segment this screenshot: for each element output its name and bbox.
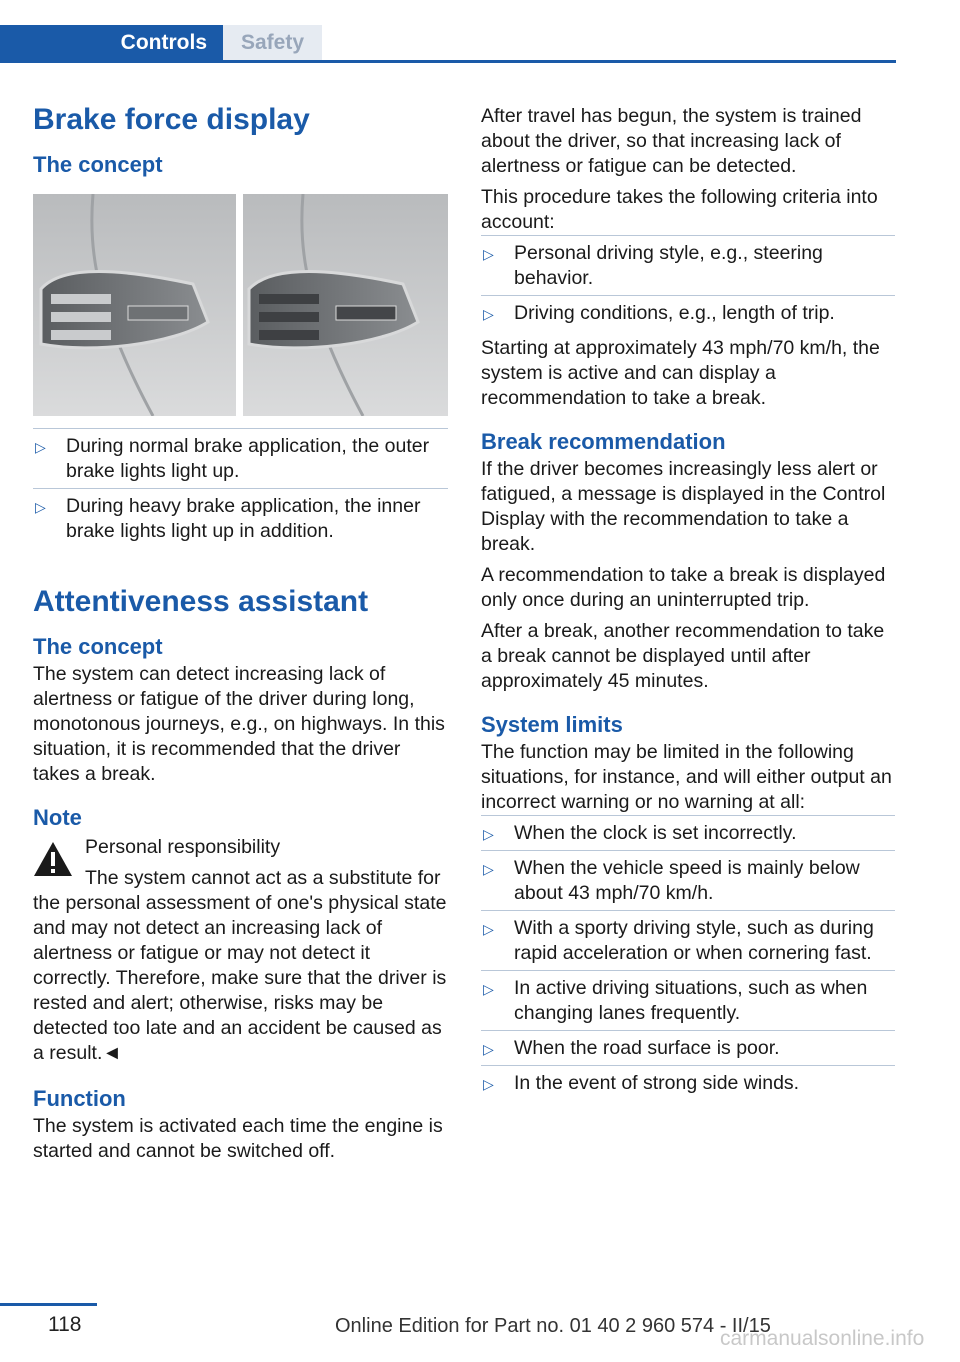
warning-triangle-icon [33,841,73,877]
limits-text: The function may be limited in the following situations, for instance, and will either output an incorrect warning or no warning at all: [481,741,892,813]
section-title-attentiveness: Attentiveness assistant [33,585,369,618]
break-text-1: If the driver becomes increasingly less alert or fatigued, a message is displayed in the Control Display with the recommendation to take a break. [481,458,886,555]
heading-system-limits: System limits [481,712,623,737]
list-item: ▷ When the clock is set incorrectly. [481,815,895,850]
list-item: ▷ Driving conditions, e.g., length of trip. [481,295,895,330]
triangle-bullet-icon: ▷ [483,981,494,997]
tail-lights-illustration [33,194,448,416]
intro-text-1: After travel has begun, the system is trained about the driver, so that increasing lack of alertness or fatigue can be detected. [481,105,862,177]
header-tabs [0,25,896,63]
heading-function: Function [33,1086,126,1111]
list-item: ▷ During heavy brake application, the inner brake lights light up in addition. [33,488,448,548]
function-text: The system is activated each time the engine is started and cannot be switched off. [33,1115,443,1162]
edition-text: Online Edition for Part no. 01 40 2 960 574 - II/15 [335,1315,771,1337]
note-text: The system cannot act as a substitute for the personal assessment of one's physical state and may not detect an increasing lack of alertness or fatigue or may not detect it correctly. Therefore, make sure that the driver is rested and alert; otherwise, risks may be detected too late and an accident be caused as a result.◄ [33,867,447,1064]
list-item: ▷ When the road surface is poor. [481,1030,895,1065]
limits-list [481,815,895,1100]
left-column [33,100,448,1164]
photo-inner-lights [243,194,448,416]
break-text-3: After a break, another recommendation to take a break cannot be displayed until after approximately 45 minutes. [481,620,885,692]
triangle-bullet-icon: ▷ [483,1041,494,1057]
intro-text-2: This procedure takes the following criteria into account: [481,186,878,233]
list-item: ▷ With a sporty driving style, such as during rapid acceleration or when cornering fast. [481,910,895,970]
criteria-list [481,235,895,330]
page-number: 118 [48,1313,82,1336]
triangle-bullet-icon: ▷ [483,921,494,937]
heading-the-concept: The concept [33,152,163,177]
triangle-bullet-icon: ▷ [483,826,494,842]
brake-light-list [33,428,448,548]
triangle-bullet-icon: ▷ [483,246,494,262]
brake-lights-photo [33,194,448,416]
list-item: ▷ During normal brake application, the outer brake lights light up. [33,428,448,488]
tab-controls[interactable]: Controls [0,25,223,60]
break-text-2: A recommendation to take a break is displayed only once during an uninterrupted trip. [481,564,886,611]
heading-att-concept: The concept [33,634,163,659]
heading-note: Note [33,805,82,830]
warning-note [33,835,448,1066]
triangle-bullet-icon: ▷ [483,861,494,877]
list-item: ▷ In active driving situations, such as when changing lanes frequently. [481,970,895,1030]
tab-safety[interactable]: Safety [223,25,322,60]
right-column [481,104,895,1100]
att-concept-text: The system can detect increasing lack of alertness or fatigue of the driver during long, monotonous journeys, e.g., on highways. In this situation, it is recommended that the driver takes a break. [33,663,445,785]
active-text: Starting at approximately 43 mph/70 km/h, the system is active and can display a recommendation to take a break. [481,337,880,409]
watermark: carmanualsonline.info [720,1327,925,1350]
triangle-bullet-icon: ▷ [483,306,494,322]
triangle-bullet-icon: ▷ [35,439,46,455]
list-item: ▷ Personal driving style, e.g., steering behavior. [481,235,895,295]
heading-break-recommendation: Break recommendation [481,429,726,454]
footer-rule [0,1303,97,1306]
list-item: ▷ In the event of strong side winds. [481,1065,895,1100]
list-item: ▷ When the vehicle speed is mainly below about 43 mph/70 km/h. [481,850,895,910]
header-rule [0,60,896,63]
triangle-bullet-icon: ▷ [35,499,46,515]
triangle-bullet-icon: ▷ [483,1076,494,1092]
note-title: Personal responsibility [85,836,281,858]
photo-outer-lights [33,194,236,416]
section-title-brake-force: Brake force display [33,103,310,136]
